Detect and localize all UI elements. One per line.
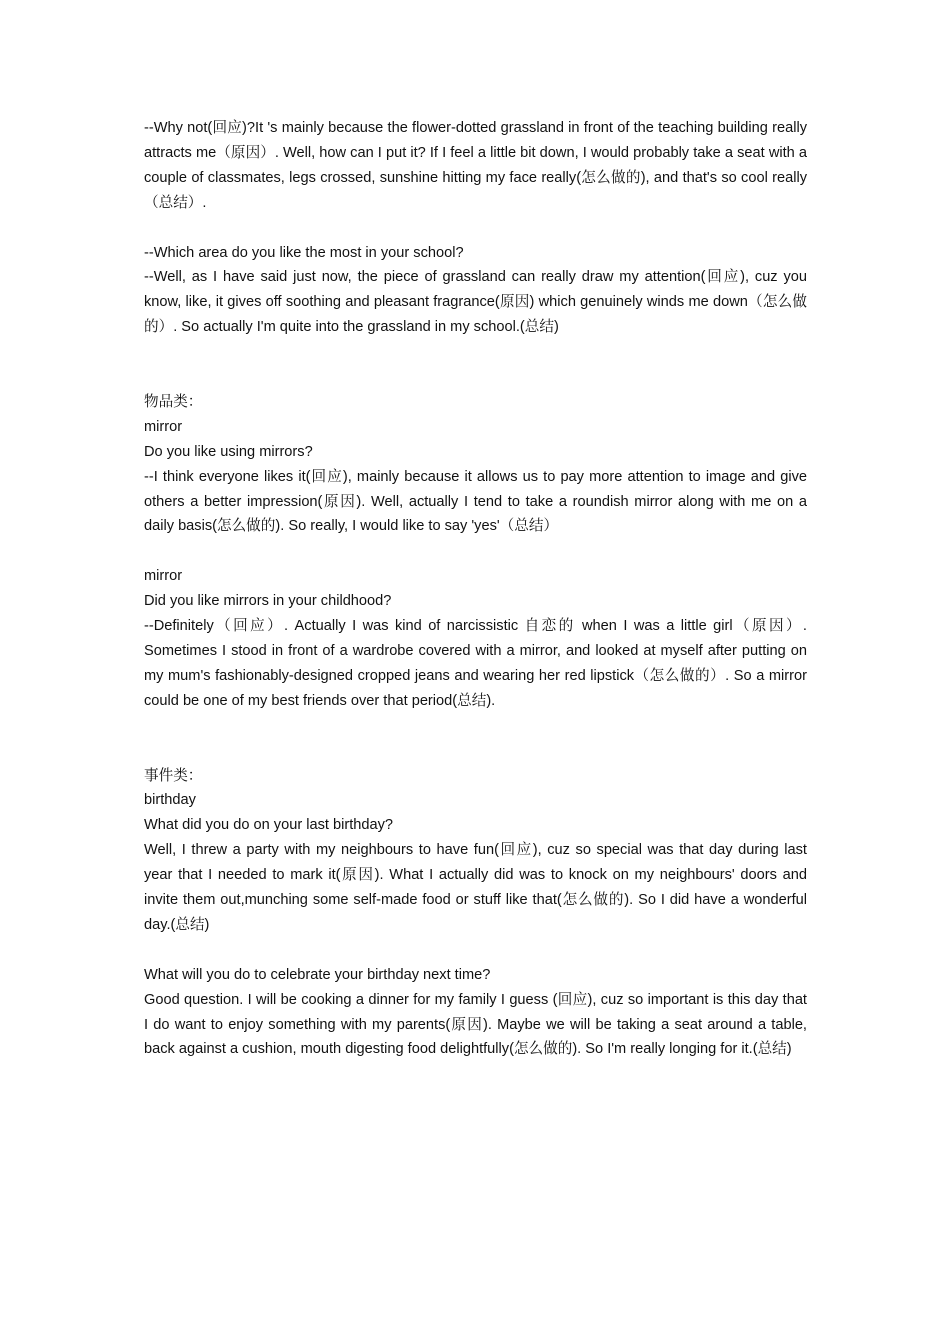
answer-why-not: --Why not(回应)?It 's mainly because the flower-dotted grassland in front of the teaching building really attracts me（原因）. Well, how can I put it? If I feel a little bit down, I would probably take a seat with a couple of classmates, legs crossed, sunshine hitting my face really(怎么做的), and that's so cool really（总结）. <box>144 120 807 211</box>
spacer <box>144 216 807 241</box>
answer-last-birthday: Well, I threw a party with my neighbours to have fun(回应), cuz so special was that day during last year that I needed to mark it(原因). What I actually did was to knock on my neighbours' doors and invite them out,munching some self-made food or stuff like that(怎么做的). So I did have a wonderful day.(总结) <box>144 842 807 933</box>
topic-birthday: birthday <box>144 792 196 809</box>
answer-favorite-area: --Well, as I have said just now, the piece of grassland can really draw my attention(回应), cuz you know, like, it gives off soothing and pleasant fragrance(原因) which genuinely winds me down（怎么做的）. So actually I'm quite into the grassland in my school.(总结) <box>144 269 807 336</box>
topic-mirror: mirror <box>144 568 183 585</box>
section-heading-items: 物品类： <box>144 393 203 410</box>
question-mirrors-childhood: Did you like mirrors in your childhood? <box>144 593 392 610</box>
spacer <box>144 714 807 764</box>
spacer <box>144 340 807 390</box>
spacer <box>144 938 807 963</box>
answer-using-mirrors: --I think everyone likes it(回应), mainly because it allows us to pay more attention to image and give others a better impression(原因). Well, actually I tend to take a roundish mirror along with me on a daily basis(怎么做的). So really, I would like to say 'yes'（总结） <box>144 468 807 535</box>
spacer <box>144 539 807 564</box>
topic-mirror: mirror <box>144 418 183 435</box>
question-last-birthday: What did you do on your last birthday? <box>144 817 394 834</box>
document-page <box>144 116 807 1062</box>
section-heading-events: 事件类： <box>144 767 203 784</box>
question-next-birthday: What will you do to celebrate your birthday next time? <box>144 966 491 983</box>
answer-next-birthday: Good question. I will be cooking a dinner for my family I guess (回应), cuz so important is this day that I do want to enjoy something with my parents(原因). Maybe we will be taking a seat around a table, back against a cushion, mouth digesting food delightfully(怎么做的). So I'm really longing for it.(总结) <box>144 991 807 1058</box>
answer-mirrors-childhood: --Definitely（回应）. Actually I was kind of narcissistic 自恋的 when I was a little girl（原因）. Sometimes I stood in front of a wardrobe covered with a mirror, and looked at myself after putting on my mum's fashionably-designed cropped jeans and wearing her red lipstick（怎么做的）. So a mirror could be one of my best friends over that period(总结). <box>144 618 807 709</box>
question-using-mirrors: Do you like using mirrors? <box>144 443 313 460</box>
question-favorite-area: --Which area do you like the most in your school? <box>144 244 464 261</box>
